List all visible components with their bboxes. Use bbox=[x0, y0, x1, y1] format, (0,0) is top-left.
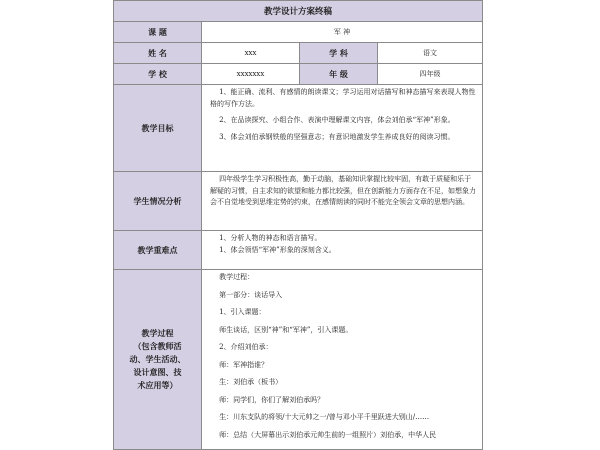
topic-label: 课 题 bbox=[114, 22, 202, 43]
process-label-line: 术应用等） bbox=[137, 381, 178, 390]
key-points-content bbox=[202, 231, 483, 270]
process-content bbox=[202, 270, 483, 450]
school-label: 学 校 bbox=[114, 64, 202, 85]
process-row bbox=[114, 270, 483, 450]
process-line: 师：同学们，你们了解刘伯承吗？ bbox=[219, 395, 325, 404]
topic-row bbox=[114, 22, 483, 43]
grade-label: 年 级 bbox=[300, 64, 378, 85]
process-line: 生：刘伯承（板书） bbox=[219, 378, 283, 386]
process-line: 1、引入课题： bbox=[219, 308, 266, 316]
name-label: 姓 名 bbox=[114, 43, 202, 64]
process-line: 教学过程： bbox=[219, 273, 255, 281]
process-line: 师：总结（大屏幕出示刘伯承元帅生前的一组照片）刘伯承，中华人民 bbox=[219, 430, 437, 439]
lesson-plan-table bbox=[113, 0, 483, 450]
students-row bbox=[114, 172, 483, 231]
title-row bbox=[114, 1, 483, 22]
process-line: 师生谈话，区别“神”和“军神”，引入课题。 bbox=[219, 325, 353, 334]
process-label-line: 动、学生活动、 bbox=[129, 355, 186, 364]
students-content bbox=[202, 172, 483, 231]
process-line: 2、介绍刘伯承： bbox=[219, 343, 273, 351]
key-points-row bbox=[114, 231, 483, 270]
goals-content bbox=[202, 85, 483, 172]
subject-label: 学 科 bbox=[300, 43, 378, 64]
goal-item: 1、能正确、流利、有感情的朗读课文；学习运用对话描写和神态描写来表现人物性格的写作方法。 bbox=[210, 88, 476, 108]
key-points-label: 教学重难点 bbox=[114, 231, 202, 270]
goals-row bbox=[114, 85, 483, 172]
process-line: 第一部分：谈话导入 bbox=[219, 290, 283, 299]
grade-value: 四年级 bbox=[378, 64, 483, 85]
name-subject-row bbox=[114, 43, 483, 64]
document-title: 教学设计方案终稿 bbox=[114, 1, 483, 22]
process-label-line: （包含教师活 bbox=[133, 342, 182, 351]
name-value: xxx bbox=[202, 43, 300, 64]
goal-item: 2、在品读探究、小组合作、表演中理解课文内容，体会刘伯承“军神”形象。 bbox=[219, 116, 455, 124]
key-point-item: 1、分析人物的神态和语言描写。 bbox=[219, 234, 322, 242]
process-label bbox=[114, 270, 202, 450]
key-point-item: 1、体会领悟“军神”形象的深刻含义。 bbox=[219, 245, 336, 254]
process-label-line: 教学过程 bbox=[141, 329, 174, 338]
process-line: 师：军神指谁？ bbox=[219, 360, 269, 369]
process-line: 生：川东支队的将领/十大元帅之一/曾与邓小平千里跃进大别山/…… bbox=[219, 413, 430, 421]
goals-label: 教学目标 bbox=[114, 85, 202, 172]
students-label: 学生情况分析 bbox=[114, 172, 202, 231]
students-text: 四年级学生学习积极性高，勤于动脑，基础知识掌握比较牢固，有敢于质疑和乐于解疑的习惯，自主求知的欲望和能力都比较强，但在创新能力方面存在不足，如想象力会不自觉地受到思维定势的约束，在感情朗读的同时不能完全领会文章的思想内涵。 bbox=[210, 175, 476, 206]
school-grade-row bbox=[114, 64, 483, 85]
subject-value: 语文 bbox=[378, 43, 483, 64]
school-value: xxxxxxx bbox=[202, 64, 300, 85]
topic-value: 军 神 bbox=[202, 22, 483, 43]
goal-item: 3、体会刘伯承钢铁般的坚强意志；有意识地激发学生养成良好的阅读习惯。 bbox=[219, 132, 455, 141]
process-label-line: 设计意图、技 bbox=[133, 368, 182, 377]
lesson-plan-document bbox=[113, 0, 482, 439]
